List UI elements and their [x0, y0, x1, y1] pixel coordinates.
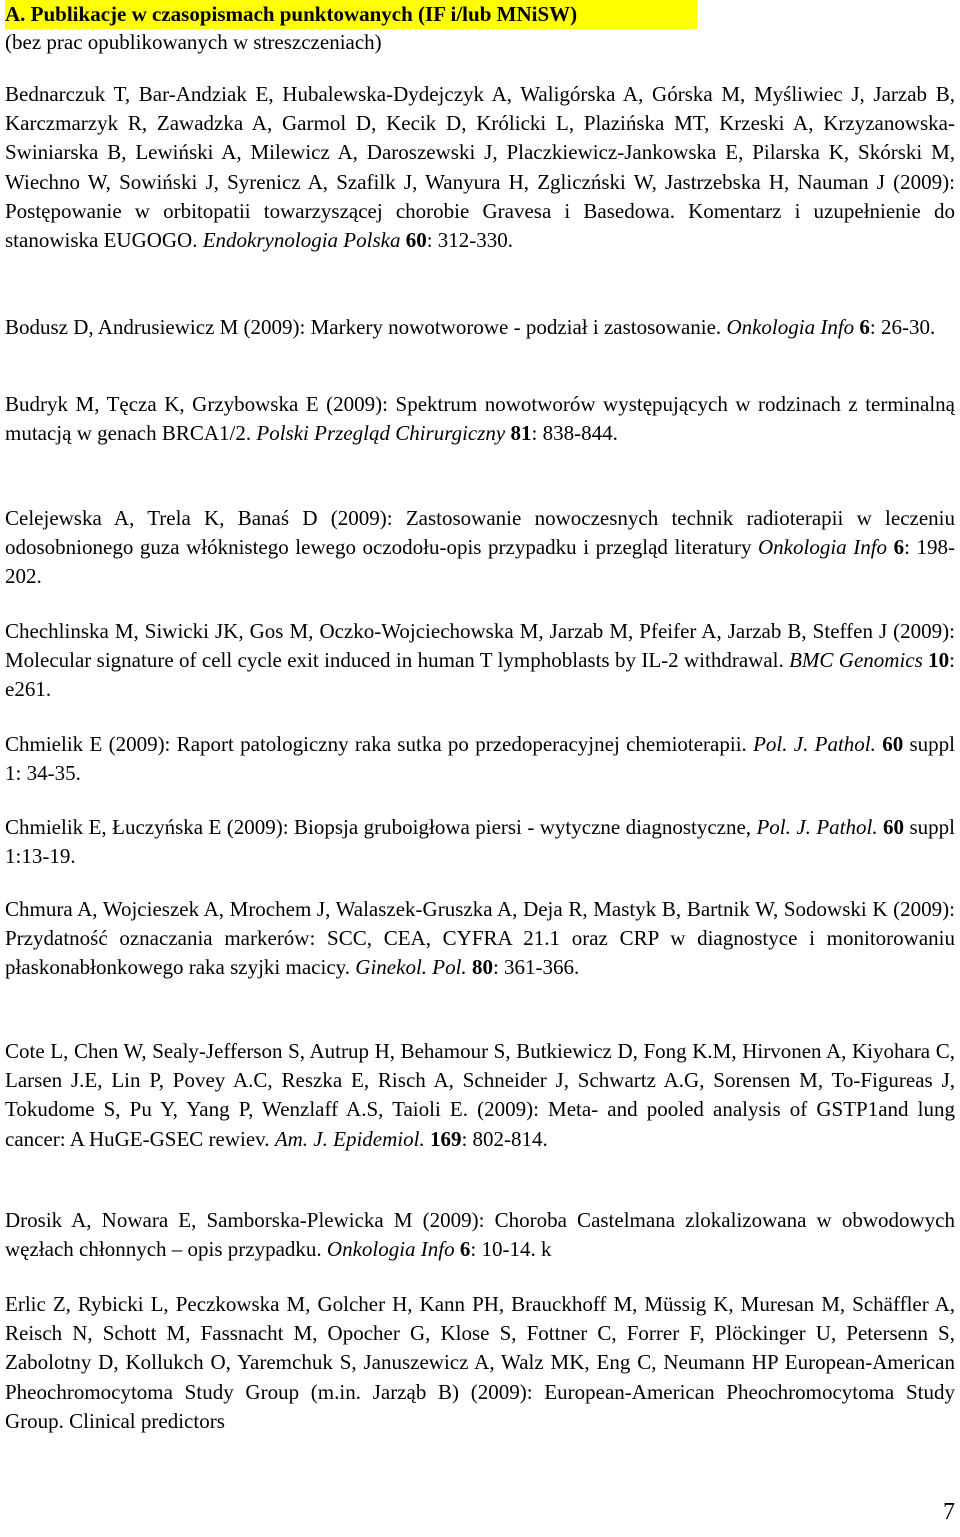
volume: 10: [928, 648, 950, 673]
journal-name: Onkologia Info: [726, 315, 855, 339]
journal-name: Polski Przegląd Chirurgiczny: [256, 421, 506, 446]
journal-name: Onkologia Info: [326, 1237, 455, 1262]
volume: 6: [459, 1237, 471, 1262]
journal-name: Ginekol. Pol.: [355, 955, 467, 980]
volume: 60: [405, 228, 427, 253]
section-subtitle: (bez prac opublikowanych w streszczeniach): [5, 30, 382, 54]
volume: 169: [429, 1126, 462, 1151]
journal-name: BMC Genomics: [789, 648, 923, 673]
journal-name: Pol. J. Pathol.: [756, 815, 878, 839]
journal-name: Endokrynologia Polska: [202, 228, 401, 253]
journal-name: Onkologia Info: [758, 535, 888, 560]
reference-entry: Budryk M, Tęcza K, Grzybowska E (2009): Spektrum nowotworów występujących w rodzinach z terminalną mutacją w genach BRCA1/2. Polski Przegląd Chirurgiczny 81: 838-844.: [5, 392, 955, 446]
reference-entry: Chmura A, Wojcieszek A, Mrochem J, Walaszek-Gruszka A, Deja R, Mastyk B, Bartnik W, Sodowski K (2009): Przydatność oznaczania markerów: SCC, CEA, CYFRA 21.1 oraz CRP w diagnostyce i monitorowaniu płaskonabłonkowego raka szyjki macicy. Ginekol. Pol. 80: 361-366.: [5, 897, 955, 980]
journal-name: Pol. J. Pathol.: [753, 732, 876, 756]
reference-entry: Chmielik E (2009): Raport patologiczny raka sutka po przedoperacyjnej chemioterapii. Pol. J. Pathol. 60 suppl 1: 34-35.: [5, 732, 955, 786]
volume: 60: [883, 815, 905, 839]
reference-entry: Chmielik E, Łuczyńska E (2009): Biopsja gruboigłowa piersi - wytyczne diagnostyczne, Pol. J. Pathol. 60 suppl 1:13-19.: [5, 815, 955, 869]
reference-entry: Bednarczuk T, Bar-Andziak E, Hubalewska-Dydejczyk A, Waligórska A, Górska M, Myśliwiec J, Jarzab B, Karczmarzyk R, Zawadzka A, Garmol D, Kecik D, Królicki L, Plazińska MT, Krzeski A, Krzyzanowska-Swiniarska B, Lewiński A, Milewicz A, Daroszewski J, Placzkiewicz-Jankowska E, Pilarska K, Skórski M, Wiechno W, Sowiński J, Syrenicz A, Szafilk J, Wanyura H, Zgliczński W, Jastrzebska H, Nauman J (2009): Postępowanie w orbitopatii towarzyszącej chorobie Gravesa i Basedowa. Komentarz i uzupełnienie do stanowiska EUGOGO. Endokrynologia Polska 60: 312-330.: [5, 82, 955, 253]
reference-entry: Erlic Z, Rybicki L, Peczkowska M, Golcher H, Kann PH, Brauckhoff M, Müssig K, Muresan M, Schäffler A, Reisch N, Schott M, Fassnacht M, Opocher G, Klose S, Fottner C, Forrer F, Plöckinger U, Petersenn S, Zabolotny D, Kollukch O, Yaremchuk S, Januszewicz A, Walz MK, Eng C, Neumann HP European-American Pheochromocytoma Study Group (m.in. Jarząb B) (2009): European-American Pheochromocytoma Study Group. Clinical predictors: [5, 1292, 955, 1433]
volume: 81: [510, 421, 532, 446]
reference-entry: Cote L, Chen W, Sealy-Jefferson S, Autrup H, Behamour S, Butkiewicz D, Fong K.M, Hirvonen A, Kiyohara C, Larsen J.E, Lin P, Povey A.C, Reszka E, Risch A, Schneider J, Schwartz A.G, Sorensen M, To-Figureas J, Tokudome S, Pu Y, Yang P, Wenzlaff A.S, Taioli E. (2009): Meta- and pooled analysis of GSTP1and lung cancer: A HuGE-GSEC rewiev. Am. J. Epidemiol. 169: 802-814.: [5, 1039, 955, 1151]
section-title: A. Publikacje w czasopismach punktowanych (IF i/lub MNiSW): [5, 0, 697, 29]
journal-name: Am. J. Epidemiol.: [274, 1126, 425, 1151]
page-number: 7: [943, 1499, 955, 1525]
volume: 6: [893, 535, 905, 560]
volume: 6: [859, 315, 870, 339]
reference-entry: Bodusz D, Andrusiewicz M (2009): Markery nowotworowe - podział i zastosowanie. Onkologia Info 6: 26-30.: [5, 315, 936, 339]
reference-entry: Chechlinska M, Siwicki JK, Gos M, Oczko-Wojciechowska M, Jarzab M, Pfeifer A, Jarzab B, Steffen J (2009): Molecular signature of cell cycle exit induced in human T lymphoblasts by IL-2 withdrawal. BMC Genomics 10: e261.: [5, 619, 956, 702]
volume: 80: [471, 955, 493, 980]
reference-entry: Celejewska A, Trela K, Banaś D (2009): Zastosowanie nowoczesnych technik radioterapii w leczeniu odosobnionego guza włóknistego lewego oczodołu-opis przypadku i przegląd literatury Onkologia Info 6: 198-202.: [5, 506, 956, 589]
volume: 60: [882, 732, 904, 756]
reference-entry: Drosik A, Nowara E, Samborska-Plewicka M (2009): Choroba Castelmana zlokalizowana w obwodowych węzłach chłonnych – opis przypadku. Onkologia Info 6: 10-14. k: [5, 1208, 955, 1262]
